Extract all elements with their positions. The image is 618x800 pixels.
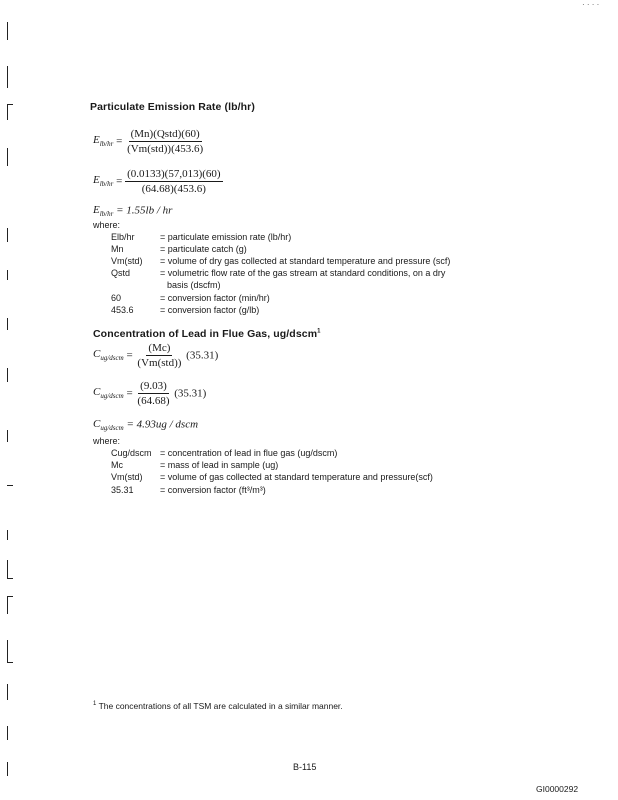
scan-mark bbox=[7, 228, 8, 242]
scan-mark bbox=[7, 104, 8, 120]
def8-text: = mass of lead in sample (ug) bbox=[160, 460, 279, 470]
scan-mark bbox=[7, 762, 8, 776]
def7-text: = concentration of lead in flue gas (ug/dscm) bbox=[160, 448, 338, 458]
scan-mark bbox=[7, 270, 8, 280]
where-label-2: where: bbox=[93, 436, 121, 446]
def9-symbol: Vm(std) bbox=[111, 472, 143, 482]
eq4-concentration-formula: $C_{ug/dscm}$ = $\frac{(Mc)}{\text{(Vm(std))}}$ (35.31) bbox=[93, 342, 219, 369]
scan-mark bbox=[7, 66, 8, 88]
eq4-numerator: (Mc) bbox=[148, 342, 171, 354]
def5-symbol: 60 bbox=[111, 293, 122, 303]
scan-mark bbox=[7, 578, 13, 579]
scan-mark bbox=[7, 662, 13, 663]
eq5-numerator: (9.03) bbox=[140, 380, 167, 392]
scan-mark bbox=[7, 318, 8, 330]
def5-text: = conversion factor (min/hr) bbox=[160, 293, 270, 303]
def2-text: = particulate catch (g) bbox=[160, 244, 247, 254]
def4-symbol: Qstd bbox=[111, 268, 131, 278]
page-number: B-115 bbox=[293, 762, 317, 772]
scan-mark bbox=[7, 430, 8, 442]
scan-mark bbox=[7, 368, 8, 382]
def3-text: = volume of dry gas collected at standard temperature and pressure (scf) bbox=[160, 256, 451, 266]
scan-mark bbox=[7, 485, 13, 486]
def3-symbol: Vm(std) bbox=[111, 256, 143, 266]
scan-mark bbox=[7, 596, 8, 614]
section2-heading: Concentration of Lead in Flue Gas, ug/dscm$^1$ bbox=[93, 328, 321, 340]
def2-symbol: Mn bbox=[111, 244, 124, 254]
scan-mark bbox=[7, 530, 8, 540]
eq2-numerator: (0.0133)(57,013)(60) bbox=[127, 168, 221, 180]
def6-symbol: 453.6 bbox=[111, 305, 134, 315]
def10-text: = conversion factor (ft³/m³) bbox=[160, 485, 266, 495]
scan-mark bbox=[7, 684, 8, 700]
where-label-1: where: bbox=[93, 220, 121, 230]
def10-symbol: 35.31 bbox=[111, 485, 134, 495]
footnote: $^1$ The concentrations of all TSM are calculated in a similar manner. bbox=[93, 701, 343, 711]
scan-mark bbox=[7, 148, 8, 166]
doc-id: GI0000292 bbox=[536, 784, 579, 794]
corner-mark: · · · · bbox=[582, 0, 600, 9]
def6-text: = conversion factor (g/lb) bbox=[160, 305, 260, 315]
section1-heading: Particulate Emission Rate (lb/hr) bbox=[90, 101, 255, 113]
eq5-concentration-substituted: $C_{ug/dscm}$ = $\frac{(9.03)}{(64.68)}$ (35.31) bbox=[93, 380, 207, 407]
eq1-denominator: (Vm(std))(453.6) bbox=[127, 143, 204, 155]
def1-symbol: Elb/hr bbox=[111, 232, 135, 242]
eq3-emission-result: $E_{lb/hr} = 1.55lb$ / hr bbox=[93, 204, 173, 219]
eq2-emission-substituted: $E_{lb/hr}$ = $\frac{(0.0133)(57,013)(60)}{(64.68)(453.6)}$ bbox=[93, 168, 221, 195]
scan-mark bbox=[7, 560, 8, 578]
eq1-emission-formula: $E_{lb/hr}$ = $\frac{\text{(Mn)(Qstd)(60)}}{\text{(Vm(std))(453.6)}}$ bbox=[93, 128, 204, 155]
eq5-denominator: (64.68) bbox=[137, 395, 170, 407]
def4-text-cont: basis (dscfm) bbox=[167, 280, 221, 290]
def7-symbol: Cug/dscm bbox=[111, 448, 152, 458]
eq4-denominator: (Vm(std)) bbox=[137, 357, 182, 369]
def4-text: = volumetric flow rate of the gas stream at standard conditions, on a dry bbox=[160, 268, 446, 278]
def9-text: = volume of gas collected at standard temperature and pressure(scf) bbox=[160, 472, 433, 482]
def1-text: = particulate emission rate (lb/hr) bbox=[160, 232, 292, 242]
eq1-numerator: (Mn)(Qstd)(60) bbox=[130, 128, 200, 140]
eq2-denominator: (64.68)(453.6) bbox=[141, 183, 206, 195]
scan-mark bbox=[7, 640, 8, 662]
scan-mark bbox=[7, 726, 8, 740]
eq6-concentration-result: $C_{ug/dscm} = 4.93ug$ / dscm bbox=[93, 418, 199, 433]
def8-symbol: Mc bbox=[111, 460, 123, 470]
scan-mark bbox=[7, 22, 8, 40]
